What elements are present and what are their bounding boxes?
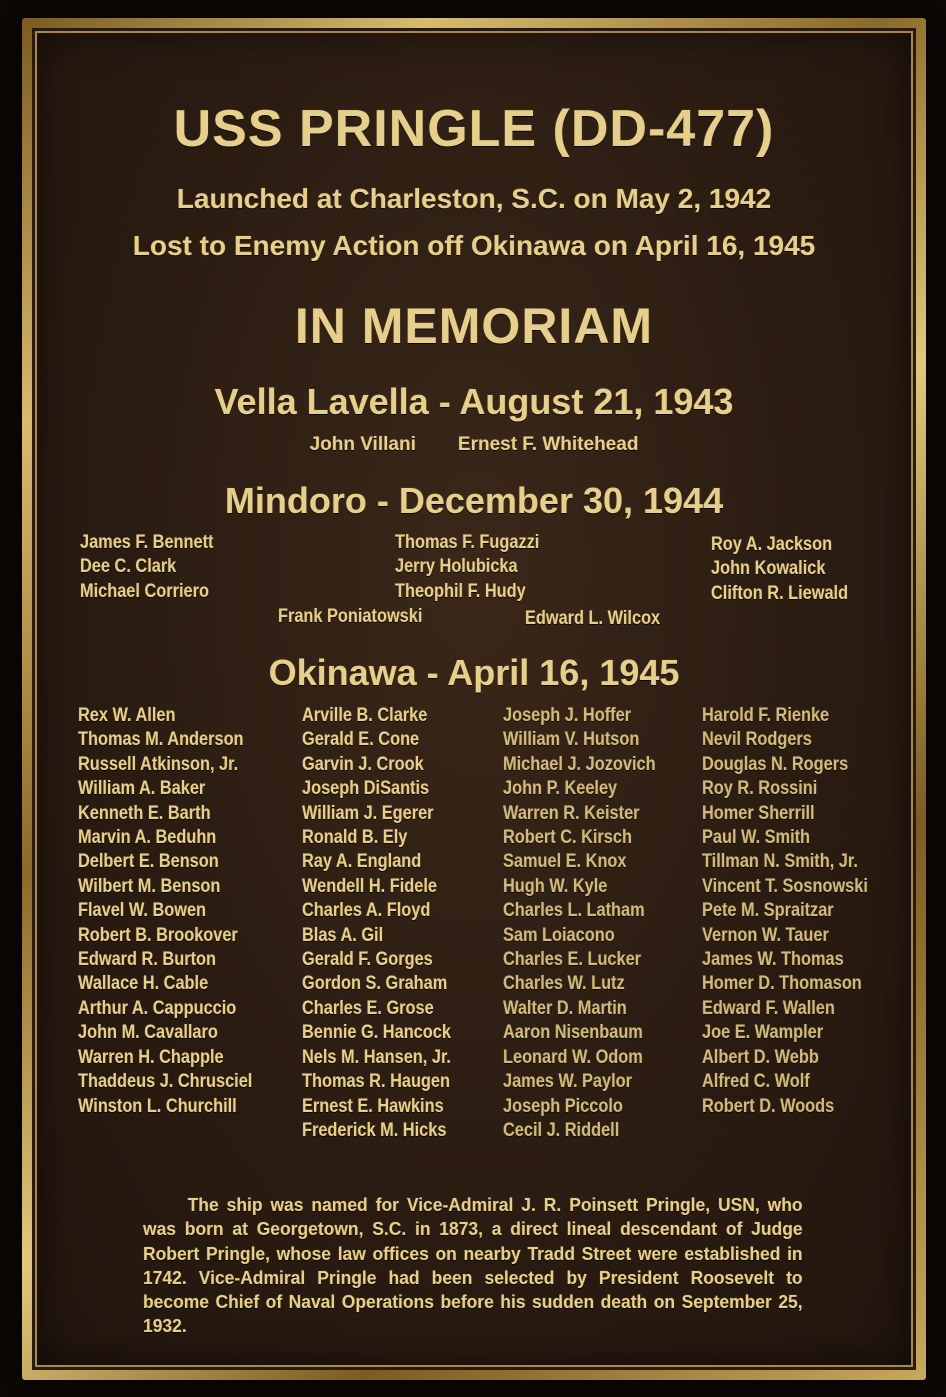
okinawa-column-4 xyxy=(702,704,895,1119)
mindoro-extra-name-1 xyxy=(278,605,446,629)
mindoro-column-1 xyxy=(80,531,235,604)
okinawa-name: Flavel W. Bowen xyxy=(78,900,207,922)
okinawa-name: Warren H. Chapple xyxy=(78,1046,224,1068)
okinawa-heading: Okinawa - April 16, 1945 xyxy=(268,652,680,693)
okinawa-name: Arthur A. Cappuccio xyxy=(78,997,237,1019)
okinawa-name: Michael J. Jozovich xyxy=(503,753,656,775)
okinawa-name: Joseph DiSantis xyxy=(302,778,430,800)
okinawa-name: James W. Paylor xyxy=(503,1071,632,1093)
okinawa-name: Hugh W. Kyle xyxy=(503,875,608,897)
okinawa-name: Blas A. Gil xyxy=(302,924,384,946)
vella-name-1: John Villani xyxy=(309,434,416,455)
okinawa-column-2 xyxy=(302,704,475,1143)
mindoro-heading: Mindoro - December 30, 1944 xyxy=(224,480,724,521)
okinawa-name: Homer D. Thomason xyxy=(702,973,862,995)
okinawa-name: Nels M. Hansen, Jr. xyxy=(302,1046,451,1068)
okinawa-name: Walter D. Martin xyxy=(503,997,627,1019)
okinawa-name: Wallace H. Cable xyxy=(78,973,209,995)
okinawa-name: Winston L. Churchill xyxy=(78,1095,237,1117)
okinawa-name: Garvin J. Crook xyxy=(302,753,424,775)
mindoro-name: Roy A. Jackson xyxy=(711,534,833,555)
okinawa-name: Robert C. Kirsch xyxy=(503,827,632,849)
okinawa-name: Warren R. Keister xyxy=(503,802,640,824)
okinawa-name: James W. Thomas xyxy=(702,949,844,971)
okinawa-name: John M. Cavallaro xyxy=(78,1022,218,1044)
mindoro-name: Michael Corriero xyxy=(80,580,209,602)
okinawa-name: Thomas M. Anderson xyxy=(78,729,244,751)
plaque-face xyxy=(32,28,916,1370)
okinawa-name: John P. Keeley xyxy=(503,778,618,800)
okinawa-name: Joseph J. Hoffer xyxy=(503,705,632,726)
vella-lavella-heading: Vella Lavella - August 21, 1943 xyxy=(214,381,734,422)
mindoro-name: Edward L. Wilcox xyxy=(525,608,661,629)
okinawa-name: Charles E. Lucker xyxy=(503,949,642,971)
okinawa-name: Douglas N. Rogers xyxy=(702,753,849,775)
mindoro-name: Thomas F. Fugazzi xyxy=(395,532,540,553)
okinawa-name: Gordon S. Graham xyxy=(302,973,448,995)
vella-name-2: Ernest F. Whitehead xyxy=(457,434,639,455)
okinawa-name: Cecil J. Riddell xyxy=(503,1119,620,1141)
plaque-title: USS PRINGLE (DD-477) xyxy=(173,100,775,158)
dedication-text: The ship was named for Vice-Admiral J. R. Poinsett Pringle, USN, who was born at Georgetown, S.C. in 1873, a direct lineal descendant of Judge Robert Pringle, whose law offices on nearby Tradd Street were established in 1742. Vice-Admiral Pringle had been selected by President Roosevelt to become Chief of Naval Operations before his sudden death on September 25, 1932. xyxy=(143,1195,803,1337)
okinawa-name: Charles E. Grose xyxy=(302,997,434,1019)
okinawa-name: Wilbert M. Benson xyxy=(78,875,221,897)
okinawa-name: Joseph Piccolo xyxy=(503,1095,623,1117)
mindoro-name: Frank Poniatowski xyxy=(278,606,423,627)
okinawa-name: Robert B. Brookover xyxy=(78,924,238,946)
okinawa-name: Samuel E. Knox xyxy=(503,851,627,873)
okinawa-name: Harold F. Rienke xyxy=(702,705,830,726)
okinawa-name: Thomas R. Haugen xyxy=(302,1071,450,1093)
okinawa-name: Nevil Rodgers xyxy=(702,729,812,751)
okinawa-name: Leonard W. Odom xyxy=(503,1046,643,1068)
okinawa-name: Wendell H. Fidele xyxy=(302,875,437,897)
okinawa-name: Vernon W. Tauer xyxy=(702,924,829,946)
okinawa-name: Thaddeus J. Chrusciel xyxy=(78,1071,253,1093)
okinawa-name: Joe E. Wampler xyxy=(702,1022,824,1044)
lost-line: Lost to Enemy Action off Okinawa on April 16, 1945 xyxy=(132,230,816,261)
mindoro-name: Clifton R. Liewald xyxy=(711,582,849,604)
vella-lavella-names xyxy=(35,433,913,456)
okinawa-name: Sam Loiacono xyxy=(503,924,615,946)
okinawa-name: Ernest E. Hawkins xyxy=(302,1095,444,1117)
okinawa-name: Edward R. Burton xyxy=(78,949,216,971)
okinawa-name: Kenneth E. Barth xyxy=(78,802,211,824)
okinawa-name: Russell Atkinson, Jr. xyxy=(78,753,239,775)
okinawa-name: Marvin A. Beduhn xyxy=(78,827,217,849)
mindoro-name: Theophil F. Hudy xyxy=(395,580,526,602)
launch-line: Launched at Charleston, S.C. on May 2, 1942 xyxy=(176,183,772,214)
mindoro-name: John Kowalick xyxy=(711,558,826,580)
mindoro-column-3 xyxy=(711,533,870,606)
okinawa-name: Pete M. Spraitzar xyxy=(702,900,834,922)
okinawa-name: Aaron Nisenbaum xyxy=(503,1022,643,1044)
mindoro-extra-name-2 xyxy=(525,607,682,631)
okinawa-name: Charles L. Latham xyxy=(503,900,645,922)
okinawa-name: Ronald B. Ely xyxy=(302,827,408,849)
okinawa-column-1 xyxy=(78,704,281,1119)
okinawa-name: Arville B. Clarke xyxy=(302,705,428,726)
okinawa-name: William J. Egerer xyxy=(302,802,434,824)
okinawa-name: Homer Sherrill xyxy=(702,802,815,824)
mindoro-name: Jerry Holubicka xyxy=(395,556,518,578)
okinawa-name: Gerald E. Cone xyxy=(302,729,420,751)
mindoro-name: James F. Bennett xyxy=(80,532,214,553)
okinawa-name: Alfred C. Wolf xyxy=(702,1071,810,1093)
okinawa-name: Rex W. Allen xyxy=(78,705,176,726)
okinawa-name: Tillman N. Smith, Jr. xyxy=(702,851,858,873)
okinawa-name: Gerald F. Gorges xyxy=(302,949,433,971)
okinawa-name: Frederick M. Hicks xyxy=(302,1119,447,1141)
okinawa-name: Delbert E. Benson xyxy=(78,851,219,873)
okinawa-name: William V. Hutson xyxy=(503,729,640,751)
mindoro-column-2 xyxy=(395,531,563,604)
okinawa-name: Robert D. Woods xyxy=(702,1095,835,1117)
memorial-plaque xyxy=(22,18,926,1380)
okinawa-name: Edward F. Wallen xyxy=(702,997,835,1019)
okinawa-name: William A. Baker xyxy=(78,778,206,800)
okinawa-name: Roy R. Rossini xyxy=(702,778,818,800)
okinawa-name: Bennie G. Hancock xyxy=(302,1022,451,1044)
dedication-paragraph xyxy=(143,1193,823,1339)
okinawa-name: Albert D. Webb xyxy=(702,1046,819,1068)
okinawa-name: Charles W. Lutz xyxy=(503,973,625,995)
memoriam-heading: IN MEMORIAM xyxy=(294,298,654,354)
okinawa-name: Paul W. Smith xyxy=(702,827,811,849)
okinawa-name: Charles A. Floyd xyxy=(302,900,431,922)
okinawa-column-3 xyxy=(503,704,680,1143)
okinawa-name: Ray A. England xyxy=(302,851,422,873)
okinawa-name: Vincent T. Sosnowski xyxy=(702,875,868,897)
mindoro-name: Dee C. Clark xyxy=(80,556,177,578)
